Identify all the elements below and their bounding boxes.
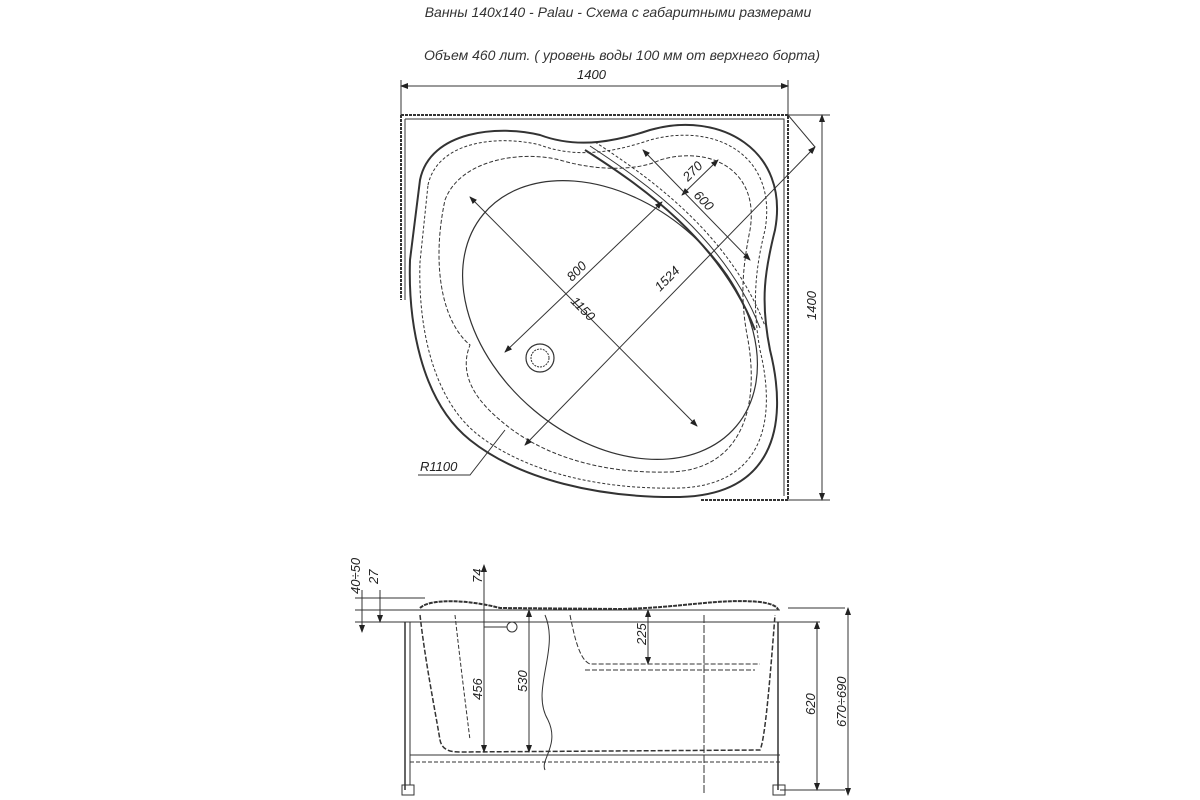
seat-depth-label: 225: [634, 623, 649, 645]
drawing-subtitle: Объем 460 лит. ( уровень воды 100 мм от верхнего борта): [424, 47, 820, 63]
inner-depth-label: 456: [470, 678, 485, 700]
plan-view: [401, 80, 830, 516]
seat-width-label: 270: [679, 158, 706, 185]
rim-thickness-label: 27: [366, 569, 381, 584]
frame-height-label: 620: [803, 693, 818, 715]
plan-height-label: 1400: [804, 291, 819, 320]
side-view: [355, 565, 848, 795]
radius-label: R1100: [420, 459, 458, 474]
edge-label: 74: [470, 568, 485, 583]
rim-offset-label: 40÷50: [348, 557, 363, 594]
drawing-title: Ванны 140x140 - Palau - Схема с габаритными размерами: [424, 4, 812, 20]
bowl-length-label: 1150: [567, 293, 599, 324]
plan-width-label: 1400: [577, 67, 606, 82]
total-height-label: 670÷690: [834, 676, 849, 727]
diagonal-label: 1524: [651, 263, 683, 295]
seat-length-label: 600: [690, 187, 717, 214]
depth-label: 530: [515, 670, 530, 692]
bowl-width-label: 800: [563, 258, 590, 285]
